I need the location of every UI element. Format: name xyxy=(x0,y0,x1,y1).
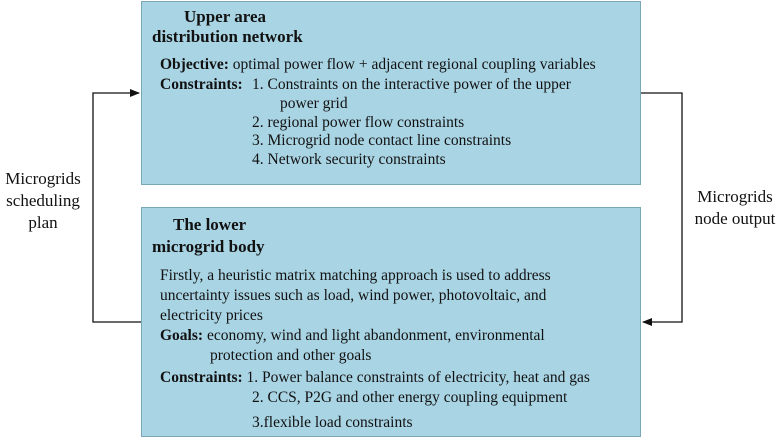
lower-constraint-1: 1. Power balance constraints of electricity, heat and gas xyxy=(242,369,590,386)
lower-intro-1: Firstly, a heuristic matrix matching approach is used to address xyxy=(160,267,551,284)
lower-constraint-2: 2. CCS, P2G and other energy coupling equipment xyxy=(252,389,568,406)
lower-intro-2: uncertainty issues such as load, wind power, photovoltaic, and xyxy=(160,287,547,304)
objective-text: optimal power flow + adjacent regional coupling variables xyxy=(228,56,596,73)
left-label-line1: Microgrids xyxy=(5,169,81,188)
upper-constraint-4: 4. Network security constraints xyxy=(252,151,446,168)
lower-goals xyxy=(160,326,545,345)
lower-intro-3: electricity prices xyxy=(160,307,263,324)
lower-title-line2: microgrid body xyxy=(152,237,265,256)
goals-label: Goals: xyxy=(160,327,204,344)
left-label-line3: plan xyxy=(28,213,58,232)
lower-constraints xyxy=(160,368,590,387)
left-label-line2: scheduling xyxy=(6,191,80,210)
left-feedback-arrow xyxy=(93,93,141,322)
upper-constraint-1-cont: power grid xyxy=(280,95,348,112)
upper-constraint-3: 3. Microgrid node contact line constraints xyxy=(252,132,512,149)
objective-label: Objective: xyxy=(160,56,229,73)
upper-objective xyxy=(160,55,596,74)
right-feedback-arrow xyxy=(641,93,682,322)
upper-constraints-label: Constraints: xyxy=(160,76,243,93)
upper-title-line1: Upper area xyxy=(184,7,267,26)
goals-text: economy, wind and light abandonment, environmental xyxy=(203,327,545,344)
upper-constraint-1: 1. Constraints on the interactive power of the upper xyxy=(252,76,571,93)
lower-goals-cont: protection and other goals xyxy=(210,347,372,364)
lower-constraint-3: 3.flexible load constraints xyxy=(252,414,413,431)
lower-constraints-label: Constraints: xyxy=(160,369,243,386)
right-label-line2: node output xyxy=(694,209,776,228)
right-label-line1: Microgrids xyxy=(697,187,773,206)
left-side-label xyxy=(0,168,86,234)
upper-title-line2: distribution network xyxy=(152,27,303,46)
right-side-label xyxy=(688,186,782,230)
lower-title-line1: The lower xyxy=(173,215,247,234)
upper-constraint-2: 2. regional power flow constraints xyxy=(252,114,465,131)
